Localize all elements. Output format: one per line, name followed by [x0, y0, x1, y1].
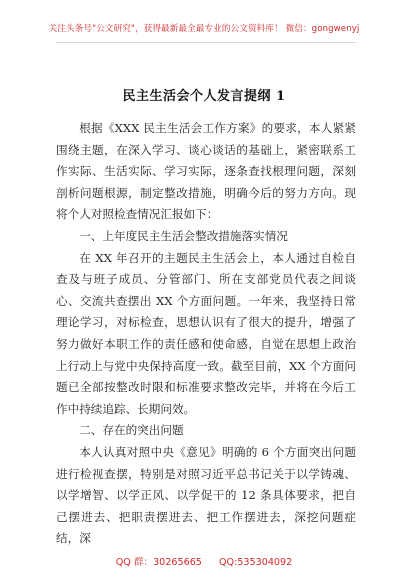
header-promo-note: 关注头条号"公文研究"，获得最新最全最专业的公文资料库！ 微信：gongwenyj [48, 24, 360, 34]
document-title: 民主生活会个人发言提纲 1 [122, 89, 286, 104]
body-paragraph-1: 在 XX 年召开的主题民主生活会上，本人通过自检自查及与班子成员、分管部门、所在支部党员代表之间谈心、交流共查摆出 XX 个方面问题。一年来，我坚持日常理论学习，对标检查，思想认识有了很大的提升，增强了努力做好本职工作的责任感和使命感，自觉在思想上政治上行动上与党中央保持高度一致。截至目前，XX 个方面问题已全部按整改时限和标准要求整改完毕，并将在今后工作中持续追踪、长期问效。 [56, 250, 356, 416]
footer-qq-number: QQ:535304092 [218, 557, 293, 568]
header-divider [56, 42, 356, 43]
body-paragraph-2: 本人认真对照中央《意见》明确的 6 个方面突出问题进行检视查摆，特别是对照习近平总书记关于以学铸魂、以学增智、以学正风、以学促干的 12 条具体要求，把自己摆进去、把职责摆进去、把工作摆进去，深挖问题症结，深 [56, 444, 356, 546]
footer-qq-group: QQ 群：30265665 [115, 557, 202, 568]
body-paragraph-intro: 根据《XXX 民主生活会工作方案》的要求，本人紧紧围绕主题，在深入学习、谈心谈话的基础上，紧密联系工作实际、生活实际、学习实际，逐条查找根理问题，深刻剖析问题根源，制定整改措施，明确今后的努力方向。现将个人对照检查情况汇报如下： [56, 121, 356, 222]
section-heading-1: 一、上年度民主生活会整改措施落实情况 [79, 228, 288, 243]
document-body [56, 118, 356, 550]
section-heading-2: 二、存在的突出问题 [79, 423, 184, 438]
footer-contact [0, 554, 408, 568]
